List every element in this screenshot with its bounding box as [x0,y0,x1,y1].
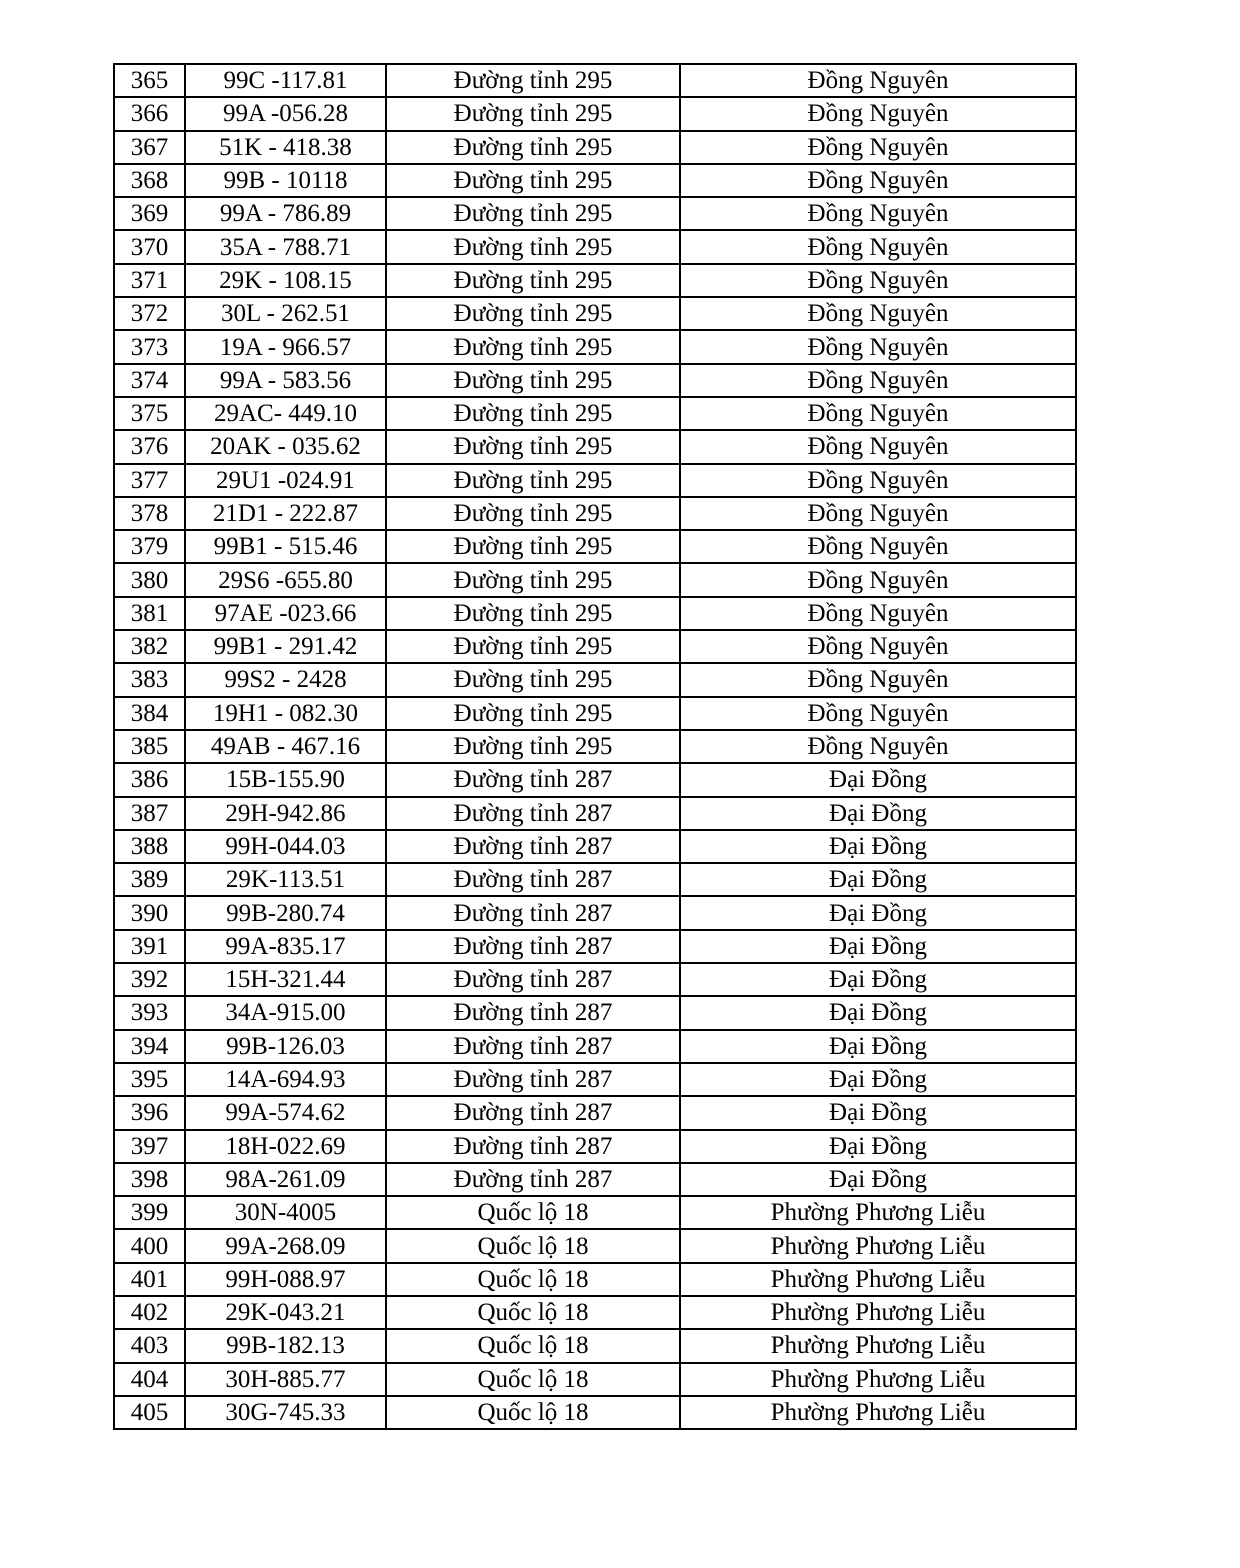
road-cell: Đường tỉnh 287 [386,930,680,963]
area-cell: Đồng Nguyên [680,563,1076,596]
row-number-cell: 395 [114,1063,185,1096]
area-cell: Đại Đồng [680,797,1076,830]
table-row [114,797,1076,830]
license-plate-cell: 99C -117.81 [185,64,386,97]
table-row [114,397,1076,430]
road-cell: Đường tỉnh 287 [386,797,680,830]
table-row [114,1396,1076,1429]
area-cell: Phường Phương Liễu [680,1229,1076,1262]
license-plate-cell: 99A - 786.89 [185,197,386,230]
row-number-cell: 396 [114,1096,185,1129]
license-plate-cell: 99B1 - 291.42 [185,630,386,663]
license-plate-cell: 49AB - 467.16 [185,730,386,763]
table-row [114,430,1076,463]
area-cell: Phường Phương Liễu [680,1296,1076,1329]
row-number-cell: 370 [114,230,185,263]
road-cell: Đường tỉnh 295 [386,464,680,497]
area-cell: Đại Đồng [680,1163,1076,1196]
table-row [114,97,1076,130]
license-plate-cell: 19A - 966.57 [185,330,386,363]
road-cell: Quốc lộ 18 [386,1263,680,1296]
license-plate-cell: 29H-942.86 [185,797,386,830]
area-cell: Phường Phương Liễu [680,1263,1076,1296]
road-cell: Đường tỉnh 295 [386,597,680,630]
license-plate-cell: 29U1 -024.91 [185,464,386,497]
row-number-cell: 373 [114,330,185,363]
row-number-cell: 381 [114,597,185,630]
table-row [114,230,1076,263]
road-cell: Quốc lộ 18 [386,1396,680,1429]
area-cell: Phường Phương Liễu [680,1329,1076,1362]
row-number-cell: 380 [114,563,185,596]
table-row [114,1263,1076,1296]
area-cell: Phường Phương Liễu [680,1396,1076,1429]
table-row [114,164,1076,197]
area-cell: Đồng Nguyên [680,230,1076,263]
table-row [114,1196,1076,1229]
area-cell: Đồng Nguyên [680,197,1076,230]
table-row [114,131,1076,164]
license-plate-cell: 99H-088.97 [185,1263,386,1296]
license-plate-cell: 99B - 10118 [185,164,386,197]
road-cell: Đường tỉnh 295 [386,97,680,130]
road-cell: Đường tỉnh 287 [386,1163,680,1196]
road-cell: Đường tỉnh 287 [386,830,680,863]
area-cell: Đồng Nguyên [680,497,1076,530]
license-plate-cell: 15B-155.90 [185,763,386,796]
table-row [114,1030,1076,1063]
license-plate-cell: 30H-885.77 [185,1363,386,1396]
row-number-cell: 404 [114,1363,185,1396]
license-plate-cell: 99B-182.13 [185,1329,386,1362]
row-number-cell: 400 [114,1229,185,1262]
area-cell: Đại Đồng [680,996,1076,1029]
license-plate-cell: 29S6 -655.80 [185,563,386,596]
table-row [114,297,1076,330]
area-cell: Đồng Nguyên [680,330,1076,363]
area-cell: Đồng Nguyên [680,730,1076,763]
license-plate-cell: 35A - 788.71 [185,230,386,263]
road-cell: Đường tỉnh 295 [386,397,680,430]
row-number-cell: 389 [114,863,185,896]
row-number-cell: 403 [114,1329,185,1362]
row-number-cell: 393 [114,996,185,1029]
table-row [114,1363,1076,1396]
area-cell: Đại Đồng [680,1063,1076,1096]
table-row [114,1163,1076,1196]
records-table-body [114,64,1076,1429]
row-number-cell: 371 [114,264,185,297]
area-cell: Đồng Nguyên [680,164,1076,197]
table-row [114,896,1076,929]
road-cell: Đường tỉnh 287 [386,1130,680,1163]
license-plate-cell: 18H-022.69 [185,1130,386,1163]
license-plate-cell: 30N-4005 [185,1196,386,1229]
road-cell: Đường tỉnh 295 [386,297,680,330]
table-row [114,1229,1076,1262]
row-number-cell: 405 [114,1396,185,1429]
license-plate-cell: 99B1 - 515.46 [185,530,386,563]
area-cell: Đồng Nguyên [680,297,1076,330]
row-number-cell: 365 [114,64,185,97]
row-number-cell: 387 [114,797,185,830]
table-row [114,264,1076,297]
license-plate-cell: 29K-113.51 [185,863,386,896]
row-number-cell: 392 [114,963,185,996]
row-number-cell: 374 [114,364,185,397]
road-cell: Quốc lộ 18 [386,1296,680,1329]
road-cell: Đường tỉnh 287 [386,863,680,896]
area-cell: Đồng Nguyên [680,364,1076,397]
road-cell: Đường tỉnh 287 [386,1030,680,1063]
road-cell: Đường tỉnh 295 [386,497,680,530]
row-number-cell: 385 [114,730,185,763]
area-cell: Đại Đồng [680,1030,1076,1063]
license-plate-cell: 29K-043.21 [185,1296,386,1329]
table-row [114,697,1076,730]
road-cell: Đường tỉnh 287 [386,1096,680,1129]
area-cell: Đồng Nguyên [680,663,1076,696]
table-row [114,597,1076,630]
table-row [114,630,1076,663]
table-row [114,930,1076,963]
table-row [114,1296,1076,1329]
road-cell: Đường tỉnh 295 [386,563,680,596]
row-number-cell: 388 [114,830,185,863]
road-cell: Đường tỉnh 295 [386,264,680,297]
row-number-cell: 391 [114,930,185,963]
area-cell: Phường Phương Liễu [680,1363,1076,1396]
area-cell: Đại Đồng [680,963,1076,996]
road-cell: Quốc lộ 18 [386,1196,680,1229]
row-number-cell: 399 [114,1196,185,1229]
license-plate-cell: 19H1 - 082.30 [185,697,386,730]
row-number-cell: 398 [114,1163,185,1196]
table-row [114,763,1076,796]
road-cell: Đường tỉnh 295 [386,330,680,363]
license-plate-cell: 14A-694.93 [185,1063,386,1096]
table-row [114,563,1076,596]
table-row [114,464,1076,497]
license-plate-cell: 30L - 262.51 [185,297,386,330]
road-cell: Đường tỉnh 287 [386,896,680,929]
row-number-cell: 382 [114,630,185,663]
license-plate-cell: 30G-745.33 [185,1396,386,1429]
row-number-cell: 390 [114,896,185,929]
license-plate-cell: 34A-915.00 [185,996,386,1029]
license-plate-cell: 98A-261.09 [185,1163,386,1196]
road-cell: Đường tỉnh 295 [386,64,680,97]
area-cell: Đồng Nguyên [680,464,1076,497]
road-cell: Đường tỉnh 295 [386,730,680,763]
area-cell: Đồng Nguyên [680,530,1076,563]
area-cell: Đồng Nguyên [680,597,1076,630]
road-cell: Đường tỉnh 287 [386,996,680,1029]
road-cell: Đường tỉnh 287 [386,763,680,796]
row-number-cell: 386 [114,763,185,796]
license-plate-cell: 21D1 - 222.87 [185,497,386,530]
records-table [113,63,1077,1430]
table-row [114,497,1076,530]
license-plate-cell: 99B-280.74 [185,896,386,929]
license-plate-cell: 20AK - 035.62 [185,430,386,463]
row-number-cell: 397 [114,1130,185,1163]
table-row [114,730,1076,763]
license-plate-cell: 99H-044.03 [185,830,386,863]
row-number-cell: 366 [114,97,185,130]
table-row [114,830,1076,863]
row-number-cell: 394 [114,1030,185,1063]
license-plate-cell: 51K - 418.38 [185,131,386,164]
road-cell: Đường tỉnh 295 [386,630,680,663]
road-cell: Quốc lộ 18 [386,1229,680,1262]
row-number-cell: 372 [114,297,185,330]
table-row [114,1329,1076,1362]
license-plate-cell: 99A - 583.56 [185,364,386,397]
road-cell: Đường tỉnh 295 [386,663,680,696]
license-plate-cell: 97AE -023.66 [185,597,386,630]
row-number-cell: 367 [114,131,185,164]
license-plate-cell: 29AC- 449.10 [185,397,386,430]
table-row [114,996,1076,1029]
table-row [114,1063,1076,1096]
row-number-cell: 379 [114,530,185,563]
license-plate-cell: 99A-268.09 [185,1229,386,1262]
road-cell: Đường tỉnh 287 [386,963,680,996]
area-cell: Đại Đồng [680,1096,1076,1129]
area-cell: Đồng Nguyên [680,131,1076,164]
road-cell: Đường tỉnh 295 [386,697,680,730]
area-cell: Đại Đồng [680,1130,1076,1163]
row-number-cell: 378 [114,497,185,530]
road-cell: Đường tỉnh 295 [386,230,680,263]
license-plate-cell: 99A-574.62 [185,1096,386,1129]
area-cell: Đồng Nguyên [680,697,1076,730]
area-cell: Đồng Nguyên [680,264,1076,297]
table-row [114,364,1076,397]
road-cell: Đường tỉnh 295 [386,364,680,397]
table-row [114,1096,1076,1129]
row-number-cell: 384 [114,697,185,730]
area-cell: Đồng Nguyên [680,64,1076,97]
road-cell: Quốc lộ 18 [386,1329,680,1362]
table-row [114,330,1076,363]
row-number-cell: 383 [114,663,185,696]
area-cell: Đại Đồng [680,763,1076,796]
area-cell: Đại Đồng [680,930,1076,963]
road-cell: Quốc lộ 18 [386,1363,680,1396]
table-row [114,863,1076,896]
area-cell: Đồng Nguyên [680,430,1076,463]
license-plate-cell: 99A -056.28 [185,97,386,130]
road-cell: Đường tỉnh 295 [386,430,680,463]
table-row [114,663,1076,696]
table-row [114,64,1076,97]
area-cell: Đại Đồng [680,896,1076,929]
license-plate-cell: 99A-835.17 [185,930,386,963]
area-cell: Đồng Nguyên [680,397,1076,430]
row-number-cell: 376 [114,430,185,463]
road-cell: Đường tỉnh 295 [386,164,680,197]
table-row [114,197,1076,230]
license-plate-cell: 99B-126.03 [185,1030,386,1063]
row-number-cell: 401 [114,1263,185,1296]
road-cell: Đường tỉnh 295 [386,197,680,230]
row-number-cell: 377 [114,464,185,497]
area-cell: Phường Phương Liễu [680,1196,1076,1229]
license-plate-cell: 29K - 108.15 [185,264,386,297]
road-cell: Đường tỉnh 295 [386,131,680,164]
row-number-cell: 402 [114,1296,185,1329]
area-cell: Đại Đồng [680,830,1076,863]
road-cell: Đường tỉnh 295 [386,530,680,563]
table-row [114,530,1076,563]
area-cell: Đại Đồng [680,863,1076,896]
license-plate-cell: 15H-321.44 [185,963,386,996]
area-cell: Đồng Nguyên [680,97,1076,130]
road-cell: Đường tỉnh 287 [386,1063,680,1096]
row-number-cell: 369 [114,197,185,230]
row-number-cell: 375 [114,397,185,430]
table-row [114,1130,1076,1163]
row-number-cell: 368 [114,164,185,197]
area-cell: Đồng Nguyên [680,630,1076,663]
license-plate-cell: 99S2 - 2428 [185,663,386,696]
table-row [114,963,1076,996]
